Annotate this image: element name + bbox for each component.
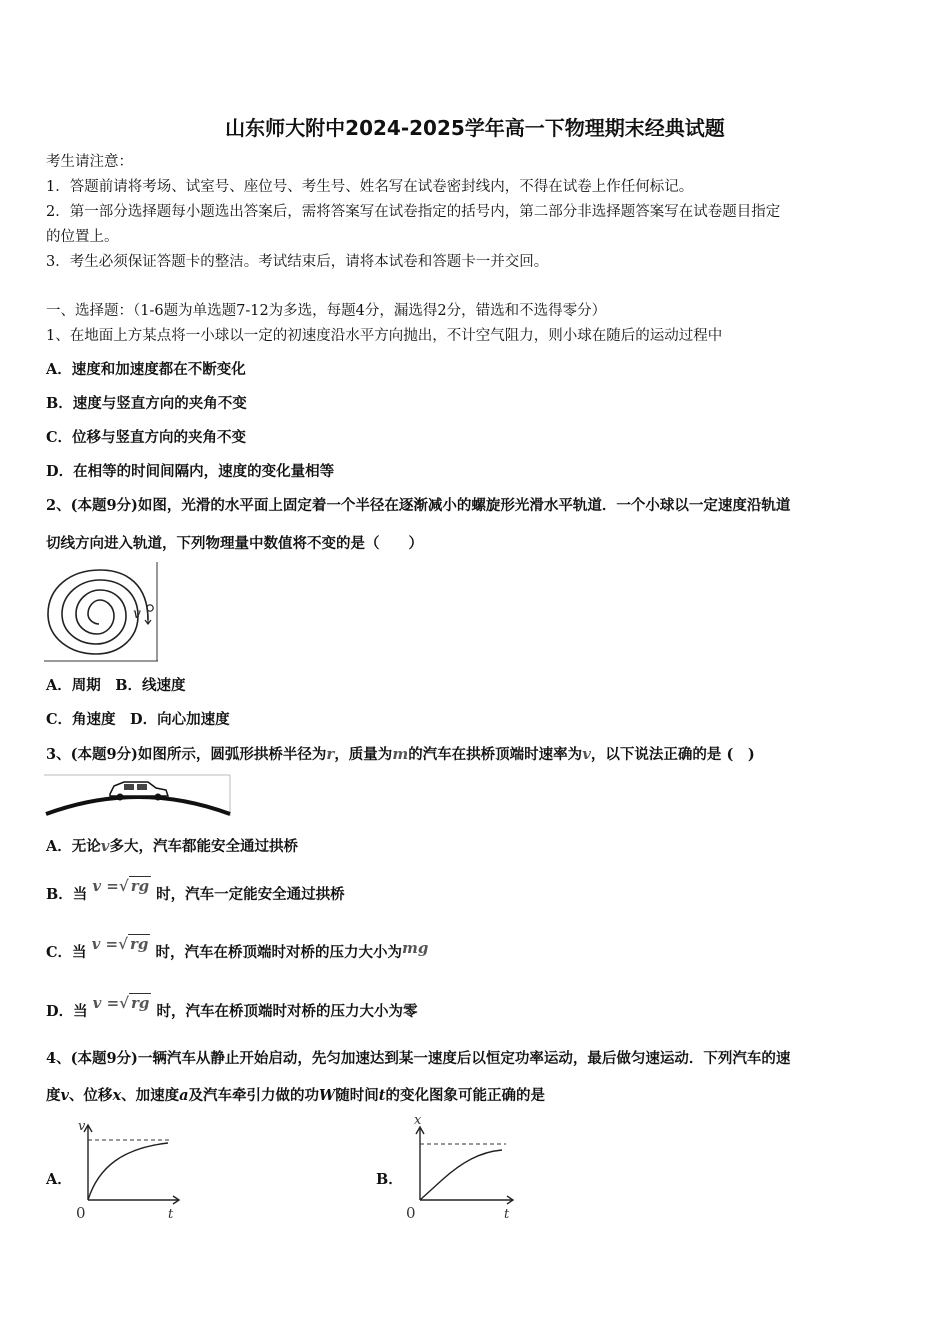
section-heading: 一、选择题：（1-6题为单选题7-12为多选，每题4分，漏选得2分，错选和不选得零分） — [46, 303, 607, 319]
var-r: r — [326, 745, 335, 763]
q3-stem-c: 的汽车在拱桥顶端时速率为 — [408, 746, 583, 763]
q3-option-a: A．无论v多大，汽车都能安全通过拱桥 — [46, 837, 298, 855]
q3-option-d: D．当 v =√ rg 时，汽车在桥顶端时对桥的压力大小为零 — [46, 994, 418, 1020]
q1-option-b: B．速度与竖直方向的夹角不变 — [46, 395, 247, 412]
q4-stem-1: 4、(本题9分)一辆汽车从静止开始启动，先匀加速达到某一速度后以恒定功率运动，最后做匀速运动．下列汽车的速 — [46, 1050, 791, 1067]
q2-stem-1: 2、(本题9分)如图，光滑的水平面上固定着一个半径在逐渐减小的螺旋形光滑水平轨道．一个小球以一定速度沿轨道 — [46, 497, 791, 514]
q3-stem-a: 3、(本题9分)如图所示，圆弧形拱桥半径为 — [46, 746, 327, 763]
formula-v-sqrt-rg: v =√ rg — [92, 877, 150, 895]
graph-b-displacement-time — [402, 1112, 518, 1222]
svg-text:t: t — [168, 1207, 174, 1222]
var-m: m — [392, 745, 409, 763]
svg-text:t: t — [504, 1207, 510, 1222]
arch-bridge-figure — [44, 772, 232, 818]
spiral-track-figure — [44, 562, 160, 662]
var-v: v — [582, 745, 591, 763]
velocity-label: v — [133, 606, 141, 622]
formula-v-sqrt-rg: v =√ rg — [92, 994, 150, 1012]
q3-stem — [46, 744, 755, 765]
q3-stem-d: ，以下说法正确的是 ( ) — [590, 746, 755, 763]
q2-options-ab: A．周期 B．线速度 — [46, 677, 186, 694]
q4-graph-b-label: B． — [376, 1171, 403, 1188]
q3-option-c: C．当 v =√ rg 时，汽车在桥顶端时对桥的压力大小为mg — [46, 935, 429, 961]
q3-option-b: B．当 v =√ rg 时，汽车一定能安全通过拱桥 — [46, 877, 345, 903]
notice-header: 考生请注意： — [46, 154, 133, 170]
q3-stem-b: ，质量为 — [334, 746, 393, 763]
page-title: 山东师大附中2024-2025学年高一下物理期末经典试题 — [225, 116, 725, 140]
svg-text:v: v — [78, 1119, 86, 1134]
notice-item-2-cont: 的位置上。 — [46, 229, 119, 245]
q1-option-a: A．速度和加速度都在不断变化 — [46, 361, 246, 378]
notice-item-3: 3．考生必须保证答题卡的整洁。考试结束后，请将本试卷和答题卡一并交回。 — [46, 254, 549, 270]
formula-v-sqrt-rg: v =√ rg — [91, 935, 149, 953]
q1-option-c: C．位移与竖直方向的夹角不变 — [46, 429, 247, 446]
q2-options-cd: C．角速度 D．向心加速度 — [46, 711, 230, 728]
graph-a-velocity-time — [72, 1118, 184, 1222]
q2-stem-2: 切线方向进入轨道，下列物理量中数值将不变的是（ ） — [46, 535, 423, 552]
svg-text:x: x — [414, 1113, 422, 1128]
svg-text:0: 0 — [76, 1204, 86, 1222]
q1-stem: 1、在地面上方某点将一小球以一定的初速度沿水平方向抛出，不计空气阻力，则小球在随后的运动过程中 — [46, 328, 723, 344]
q1-option-d: D．在相等的时间间隔内，速度的变化量相等 — [46, 463, 335, 480]
q4-stem-2: 度v、位移x、加速度a及汽车牵引力做的功W随时间t的变化图象可能正确的是 — [46, 1087, 545, 1104]
svg-text:0: 0 — [406, 1204, 416, 1222]
q4-graph-a-label: A． — [46, 1171, 72, 1188]
notice-item-2: 2．第一部分选择题每小题选出答案后，需将答案写在试卷指定的括号内，第二部分非选择题答案写在试卷题目指定 — [46, 204, 781, 220]
notice-item-1: 1．答题前请将考场、试室号、座位号、考生号、姓名写在试卷密封线内，不得在试卷上作任何标记。 — [46, 179, 694, 195]
